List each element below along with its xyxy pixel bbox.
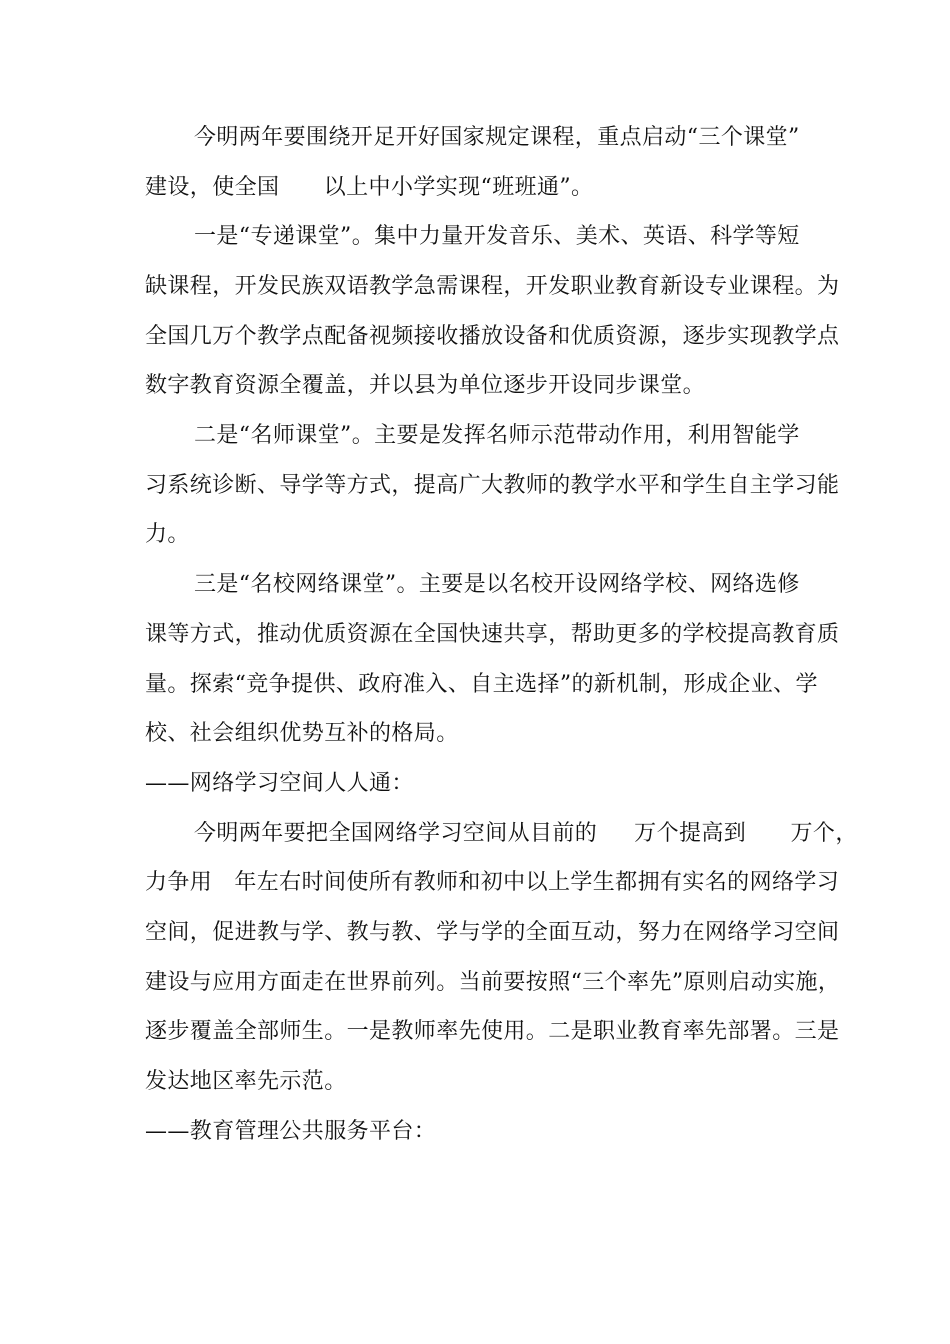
text-line: 全国几万个教学点配备视频接收播放设备和优质资源，逐步实现教学点 [145, 324, 840, 349]
text-line: 校、社会组织优势互补的格局。 [145, 721, 459, 746]
text-line: 数字教育资源全覆盖，并以县为单位逐步开设同步课堂。 [145, 373, 706, 398]
text-line: 发达地区率先示范。 [145, 1069, 347, 1094]
text-line: 力争用 年左右时间使所有教师和初中以上学生都拥有实名的网络学习 [145, 870, 840, 895]
text-line: 逐步覆盖全部师生。一是教师率先使用。二是职业教育率先部署。三是 [145, 1019, 840, 1044]
text-line: 今明两年要围绕开足开好国家规定课程，重点启动“三个课堂” [194, 125, 800, 150]
text-line: 今明两年要把全国网络学习空间从目前的 万个提高到 万个， [194, 821, 858, 846]
text-line: 空间，促进教与学、教与教、学与学的全面互动，努力在网络学习空间 [145, 920, 840, 945]
section-heading: ——教育管理公共服务平台： [145, 1119, 437, 1144]
text-line: 量。探索“竞争提供、政府准入、自主选择”的新机制，形成企业、学 [145, 672, 818, 697]
section-heading: ——网络学习空间人人通： [145, 771, 414, 796]
text-line: 一是“专递课堂”。集中力量开发音乐、美术、英语、科学等短 [194, 224, 800, 249]
text-line: 建设，使全国 以上中小学实现“班班通”。 [145, 175, 594, 200]
text-line: 建设与应用方面走在世界前列。当前要按照“三个率先”原则启动实施， [145, 970, 841, 995]
text-line: 习系统诊断、导学等方式，提高广大教师的教学水平和学生自主学习能 [145, 473, 840, 498]
text-line: 三是“名校网络课堂”。主要是以名校开设网络学校、网络选修 [194, 572, 800, 597]
text-line: 课等方式，推动优质资源在全国快速共享，帮助更多的学校提高教育质 [145, 622, 840, 647]
text-line: 二是“名师课堂”。主要是发挥名师示范带动作用，利用智能学 [194, 423, 800, 448]
text-line: 力。 [145, 522, 190, 547]
text-line: 缺课程，开发民族双语教学急需课程，开发职业教育新设专业课程。为 [145, 274, 840, 299]
